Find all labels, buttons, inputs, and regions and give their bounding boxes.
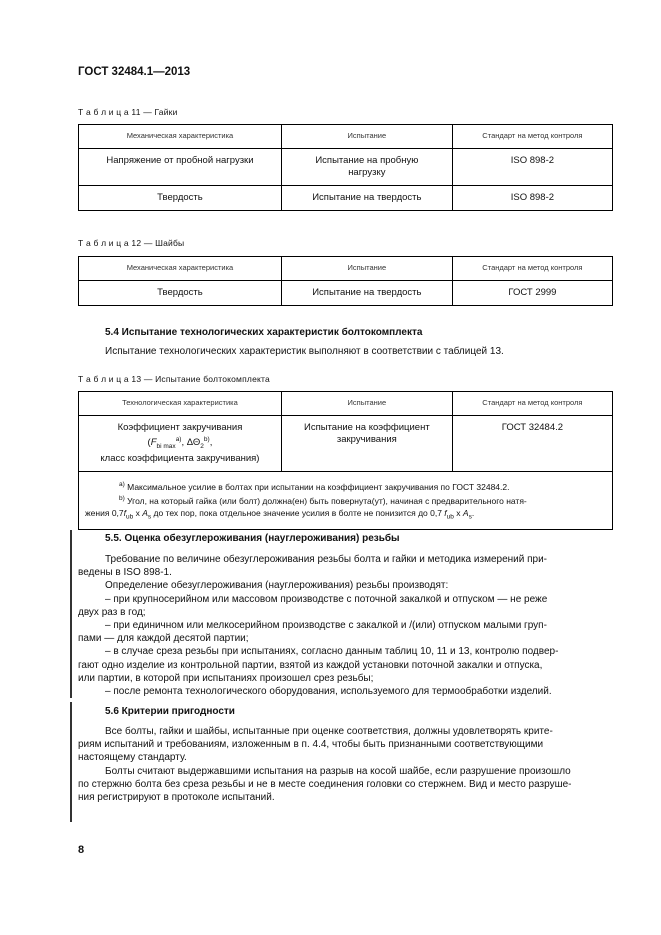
footnote-a-text: Максимальное усилие в болтах при испытании на коэффициент закручивания по ГОСТ 32484.2. (127, 481, 510, 492)
table-header-row (79, 257, 613, 281)
table-header-row (79, 125, 613, 149)
footnote-a: $^{a)}$ Максимальное усилие в болтах при испытании на коэффициент закручивания по ГОСТ 32484.2. (119, 481, 510, 492)
table13 (78, 391, 613, 530)
text-line: – после ремонта технологического оборудования, используемого для термообработки изделий. (105, 686, 552, 698)
text-line: по стержню болта без среза резьбы и не в месте соединения головки со стержнем. Вид и место разруше- (78, 778, 572, 790)
table-cell: Твердость (79, 186, 282, 211)
table-cell: ISO 898-2 (452, 149, 612, 186)
text-line: ния регистрируют в протоколе испытаний. (78, 792, 275, 804)
text-line: Все болты, гайки и шайбы, испытанные при оценке соответствия, должны удовлетворять крите- (105, 726, 553, 737)
table-cell: Напряжение от пробной нагрузки (79, 149, 282, 186)
text-line: ведены в ISO 898-1. (78, 567, 172, 579)
table-header-row (79, 392, 613, 416)
table12 (78, 256, 613, 306)
header-cell: Стандарт на метод контроля (452, 125, 612, 149)
text-line: пами — для каждой десятой партии; (78, 633, 249, 645)
text-line: двух раз в год; (78, 606, 146, 618)
text-line: риям испытаний и требованиям, изложенным в п. 4.4, чтобы быть признанными соответствующими (78, 739, 544, 751)
text-line: Болты считают выдержавшими испытания на разрыв на косой шайбе, если разрушение произошло (105, 765, 571, 777)
header-cell: Стандарт на метод контроля (452, 392, 612, 416)
table-row (79, 186, 613, 211)
table-row (79, 281, 613, 306)
coefficient-formula: ($F_{bi max}^{a)}$, $\Delta\Theta_2^{b)}$, (147, 436, 213, 451)
section-5-5-title: 5.5. Оценка обезуглероживания (науглероживания) резьбы (105, 533, 400, 544)
footnote-b: $^{b)}$ Угол, на который гайка (или болт) должна(ен) быть повернута(ут), начиная с предварительного натя- (119, 494, 527, 506)
table13-caption: Т а б л и ц а 13 — Испытание болтокомплекта (78, 374, 270, 384)
header-cell: Стандарт на метод контроля (452, 257, 612, 281)
header-cell: Испытание (281, 125, 452, 149)
section-5-6-title: 5.6 Критерии пригодности (105, 706, 235, 717)
page-number: 8 (78, 844, 85, 856)
change-bar (70, 530, 72, 698)
coefficient-line-1: Коэффициент закручивания (117, 422, 243, 433)
table-row (79, 416, 613, 472)
coefficient-line-3: класс коэффициента закручивания) (100, 453, 260, 465)
text-line: Определение обезуглероживания (науглероживания) резьбы производят: (105, 580, 449, 592)
footnote-b-cont: жения $0,7f_{ub}$ x $A_s$ до тех пор, пока отдельное значение усилия в болте не понизится до 0,7 $f_{ub}$ x $A_s$. (85, 507, 475, 521)
change-bar (70, 702, 72, 822)
table11-caption: Т а б л и ц а 11 — Гайки (78, 107, 178, 117)
section-5-5-body (78, 553, 613, 698)
table-cell: ISO 898-2 (452, 186, 612, 211)
text-line: Требование по величине обезуглероживания резьбы болта и гайки и методика измерений при- (105, 554, 547, 565)
footnote-b-text: Угол, на который гайка (или болт) должна(ен) быть повернута(ут), начиная с предварительного натя- (127, 495, 527, 506)
footnote-row (79, 472, 613, 530)
header-cell: Механическая характеристика (79, 257, 282, 281)
section-5-4-title: 5.4 Испытание технологических характеристик болтокомплекта (105, 327, 423, 338)
table12-caption: Т а б л и ц а 12 — Шайбы (78, 238, 185, 248)
table-cell (79, 416, 282, 472)
table-row (79, 149, 613, 186)
text-line: гают одно изделие из контрольной партии, взятой из каждой установки поточной закалки и отпуска, (78, 659, 543, 671)
table-cell: Испытание на коэффициент закручивания (281, 416, 452, 472)
text-line: – в случае среза резьбы при испытаниях, согласно данным таблиц 10, 11 и 13, контролю подвер- (105, 646, 559, 658)
text-line: настоящему стандарту. (78, 752, 187, 764)
table-cell: Испытание на пробную нагрузку (281, 149, 452, 186)
table11 (78, 124, 613, 211)
table-cell: ГОСТ 2999 (452, 281, 612, 306)
section-5-6-body (78, 725, 613, 804)
text-line: – при крупносерийном или массовом производстве с поточной закалкой и отпуском — не реже (105, 593, 548, 605)
header-cell: Испытание (281, 392, 452, 416)
header-cell: Испытание (281, 257, 452, 281)
header-cell: Механическая характеристика (79, 125, 282, 149)
section-5-4-text: Испытание технологических характеристик выполняют в соответствии с таблицей 13. (105, 346, 504, 357)
table-cell: Твердость (79, 281, 282, 306)
text-line: – при единичном или мелкосерийном производстве с закалкой и /(или) отпуском малыми груп- (105, 620, 547, 632)
text-line: или партии, в которой при испытаниях произошел срез резьбы; (78, 672, 374, 684)
footnotes-cell (79, 472, 613, 530)
document-header: ГОСТ 32484.1—2013 (78, 66, 191, 78)
table-cell: Испытание на твердость (281, 281, 452, 306)
table-cell: Испытание на твердость (281, 186, 452, 211)
header-cell: Технологическая характеристика (79, 392, 282, 416)
table-cell: ГОСТ 32484.2 (452, 416, 612, 472)
